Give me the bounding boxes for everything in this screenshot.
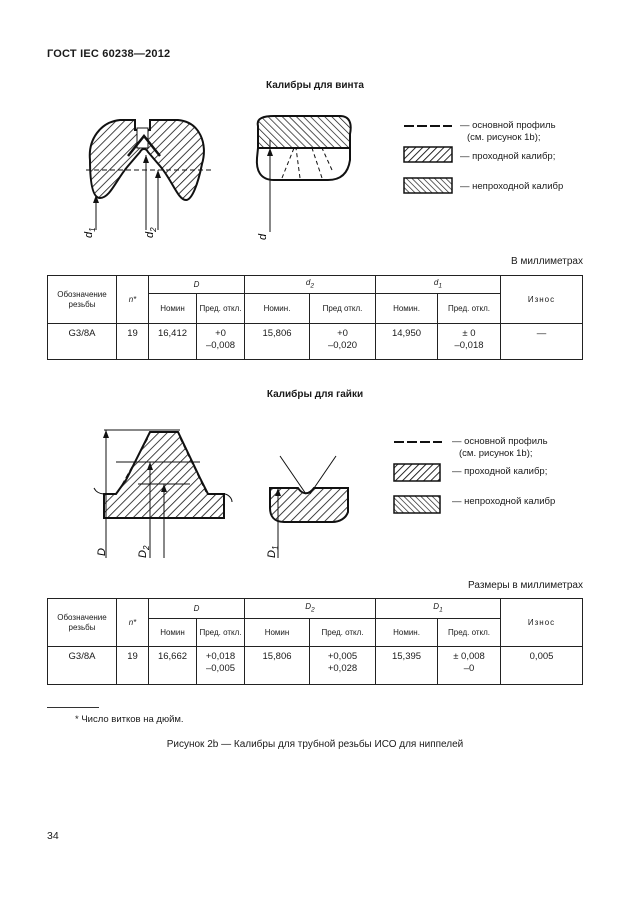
cell-d2-dev: +0 –0,020 [310,324,376,360]
cell-D-dev: +0 –0,008 [197,324,245,360]
th-D1-nom: Номин. [376,619,438,647]
th-n: n* [117,599,149,647]
screw-gauge-drawing [60,100,370,250]
cell-D1-dev: ± 0,008 –0 [438,647,501,685]
screw-units-note: В миллиметрах [511,256,583,267]
nut-section-title: Калибры для гайки [266,389,364,400]
cell-d1-nom: 14,950 [376,324,438,360]
th-D2-dev: Пред. откл. [310,619,376,647]
th-d1-nom: Номин. [376,294,438,324]
screw-legend-nogo-gauge: — непроходной калибр [460,181,564,192]
cell-D-nom: 16,662 [149,647,197,685]
screw-section-title: Калибры для винта [266,80,364,91]
cell-wear: — [501,324,583,360]
table-row [48,324,583,360]
cell-wear: 0,005 [501,647,583,685]
nut-gauge-drawing [88,418,368,568]
screw-legend-go-gauge: — проходной калибр; [460,151,556,162]
footnote-divider [47,707,99,708]
screw-legend-main-profile: — основной профиль (см. рисунок 1b); [460,120,556,144]
nut-legend-main-profile: — основной профиль (см. рисунок 1b); [452,436,548,460]
th-designation: Обозначение резьбы [48,599,117,647]
th-D1-dev: Пред. откл. [438,619,501,647]
nut-legend-go-gauge: — проходной калибр; [452,466,548,477]
go-gauge-hatch-icon [394,464,440,481]
svg-text:D: D [96,548,108,556]
cell-n: 19 [117,324,149,360]
cell-D-nom: 16,412 [149,324,197,360]
th-designation: Обозначение резьбы [48,276,117,324]
nut-gauge-table [47,598,583,685]
th-d1: $d_1$ [376,276,501,294]
cell-D2-dev: +0,005 +0,028 [310,647,376,685]
cell-D2-nom: 15,806 [245,647,310,685]
cell-d2-nom: 15,806 [245,324,310,360]
th-D1: $D_1$ [376,599,501,619]
th-d2: $d_2$ [245,276,376,294]
cell-designation: G3/8A [48,324,117,360]
th-D-dev: Пред. откл. [197,294,245,324]
cell-D1-nom: 15,395 [376,647,438,685]
th-d1-dev: Пред. откл. [438,294,501,324]
go-gauge-hatch-icon [404,147,452,162]
page-number: 34 [47,830,59,842]
screw-legend-swatches [402,118,454,198]
document-header: ГОСТ IEC 60238—2012 [47,48,171,60]
nut-legend-swatches [392,434,444,518]
screw-nogo-gauge-section [258,116,351,148]
th-D2-nom: Номин [245,619,310,647]
cell-n: 19 [117,647,149,685]
table-row [48,647,583,685]
nut-units-note: Размеры в миллиметрах [468,580,583,591]
svg-text:d2: $d_2$ [144,227,158,238]
nut-legend-nogo-gauge: — непроходной калибр [452,496,556,507]
figure-caption: Рисунок 2b — Калибры для трубной резьбы ИСО для ниппелей [166,739,464,750]
screw-gauge-table [47,275,583,360]
svg-text:d1: $d_1$ [83,227,97,238]
th-wear: Износ [501,276,583,324]
nogo-gauge-hatch-icon [394,496,440,513]
th-D: D [149,276,245,294]
cell-d1-dev: ± 0 –0,018 [438,324,501,360]
cell-designation: G3/8A [48,647,117,685]
svg-text:D2: $D_2$ [137,545,151,558]
nut-nogo-gauge-section [270,488,348,522]
th-D: D [149,599,245,619]
th-n: n* [117,276,149,324]
footnote: * Число витков на дюйм. [75,714,184,725]
th-D2: $D_2$ [245,599,376,619]
th-D-nom: Номин [149,294,197,324]
th-d2-nom: Номин. [245,294,310,324]
th-wear: Износ [501,599,583,647]
th-D-dev: Пред. откл. [197,619,245,647]
svg-text:D1: $D_1$ [266,545,280,558]
th-d2-dev: Пред откл. [310,294,376,324]
nogo-gauge-hatch-icon [404,178,452,193]
cell-D-dev: +0,018 –0,005 [197,647,245,685]
svg-text:d: d [257,233,269,240]
th-D-nom: Номин [149,619,197,647]
